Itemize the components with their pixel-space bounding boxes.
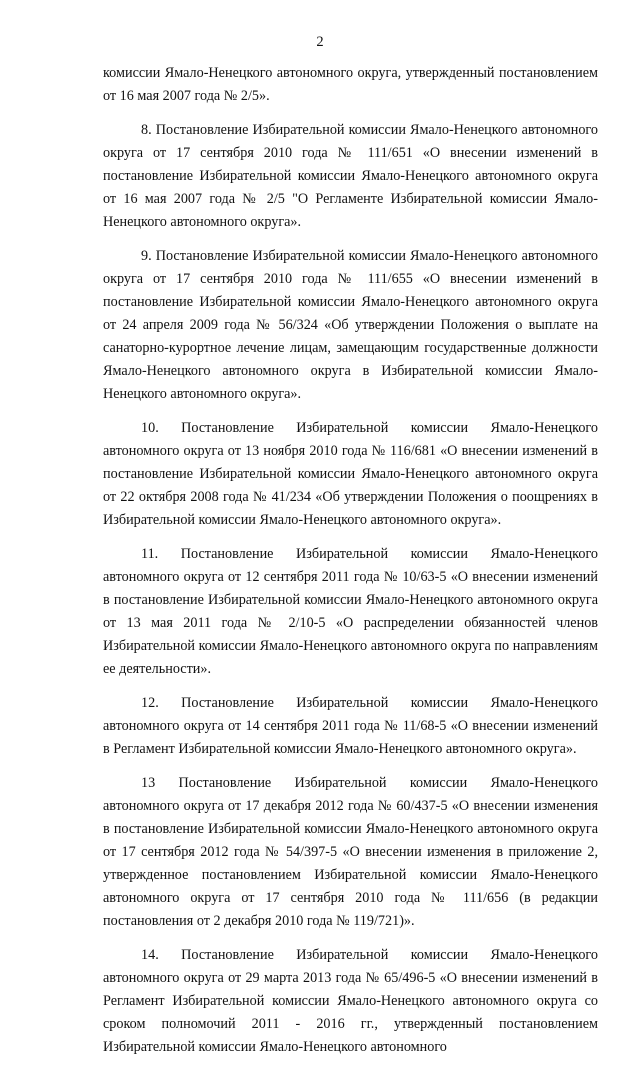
paragraph-item-8: 8. Постановление Избирательной комиссии Ямало-Ненецкого автономного округа от 17 сентября 2010 года № 111/651 «О внесении изменений в постановление Избирательной комиссии Ямало-Ненецкого автономного округа от 16 мая 2007 года № 2/5 "О Регламенте Избирательной комиссии Ямало-Ненецкого автономного округа». xyxy=(103,122,598,230)
paragraph-item-12: 12. Постановление Избирательной комиссии Ямало-Ненецкого автономного округа от 14 сентября 2011 года № 11/68-5 «О внесении изменений в Регламент Избирательной комиссии Ямало-Ненецкого автономного округа». xyxy=(103,695,598,757)
paragraph-item-13: 13 Постановление Избирательной комиссии Ямало-Ненецкого автономного округа от 17 декабря 2012 года № 60/437-5 «О внесении изменения в постановление Избирательной комиссии Ямало-Ненецкого автономного округа от 17 сентября 2012 года № 54/397-5 «О внесении изменения в приложение 2, утвержденное постановлением Избирательной комиссии Ямало-Ненецкого автономного округа от 17 сентября 2010 года № 111/656 (в редакции постановления от 2 декабря 2010 года № 119/721)». xyxy=(103,775,598,929)
paragraph-item-9: 9. Постановление Избирательной комиссии Ямало-Ненецкого автономного округа от 17 сентября 2010 года № 111/655 «О внесении изменений в постановление Избирательной комиссии Ямало-Ненецкого автономного округа от 24 апреля 2009 года № 56/324 «Об утверждении Положения о выплате на санаторно-курортное лечение лицам, замещающим государственные должности Ямало-Ненецкого автономного округа в Избирательной комиссии Ямало-Ненецкого автономного округа». xyxy=(103,248,598,402)
paragraph-continuation: комиссии Ямало-Ненецкого автономного округа, утвержденный постановлением от 16 мая 2007 года № 2/5». xyxy=(103,65,598,104)
page-number: 2 xyxy=(316,34,324,50)
paragraph-item-14: 14. Постановление Избирательной комиссии Ямало-Ненецкого автономного округа от 29 марта 2013 года № 65/496-5 «О внесении изменений в Регламент Избирательной комиссии Ямало-Ненецкого автономного округа со сроком полномочий 2011 - 2016 гг., утвержденный постановлением Избирательной комиссии Ямало-Ненецкого автономного xyxy=(103,947,598,1055)
paragraph-item-10: 10. Постановление Избирательной комиссии Ямало-Ненецкого автономного округа от 13 ноября 2010 года № 116/681 «О внесении изменений в постановление Избирательной комиссии Ямало-Ненецкого автономного округа от 22 октября 2008 года № 41/234 «Об утверждении Положения о поощрениях в Избирательной комиссии Ямало-Ненецкого автономного округа». xyxy=(103,420,598,528)
paragraph-item-11: 11. Постановление Избирательной комиссии Ямало-Ненецкого автономного округа от 12 сентября 2011 года № 10/63-5 «О внесении изменений в постановление Избирательной комиссии Ямало-Ненецкого автономного округа от 13 мая 2011 года № 2/10-5 «О распределении обязанностей членов Избирательной комиссии Ямало-Ненецкого автономного округа по направлениям ее деятельности». xyxy=(103,546,598,677)
document-body xyxy=(103,62,598,1070)
scan-mark xyxy=(93,404,96,418)
